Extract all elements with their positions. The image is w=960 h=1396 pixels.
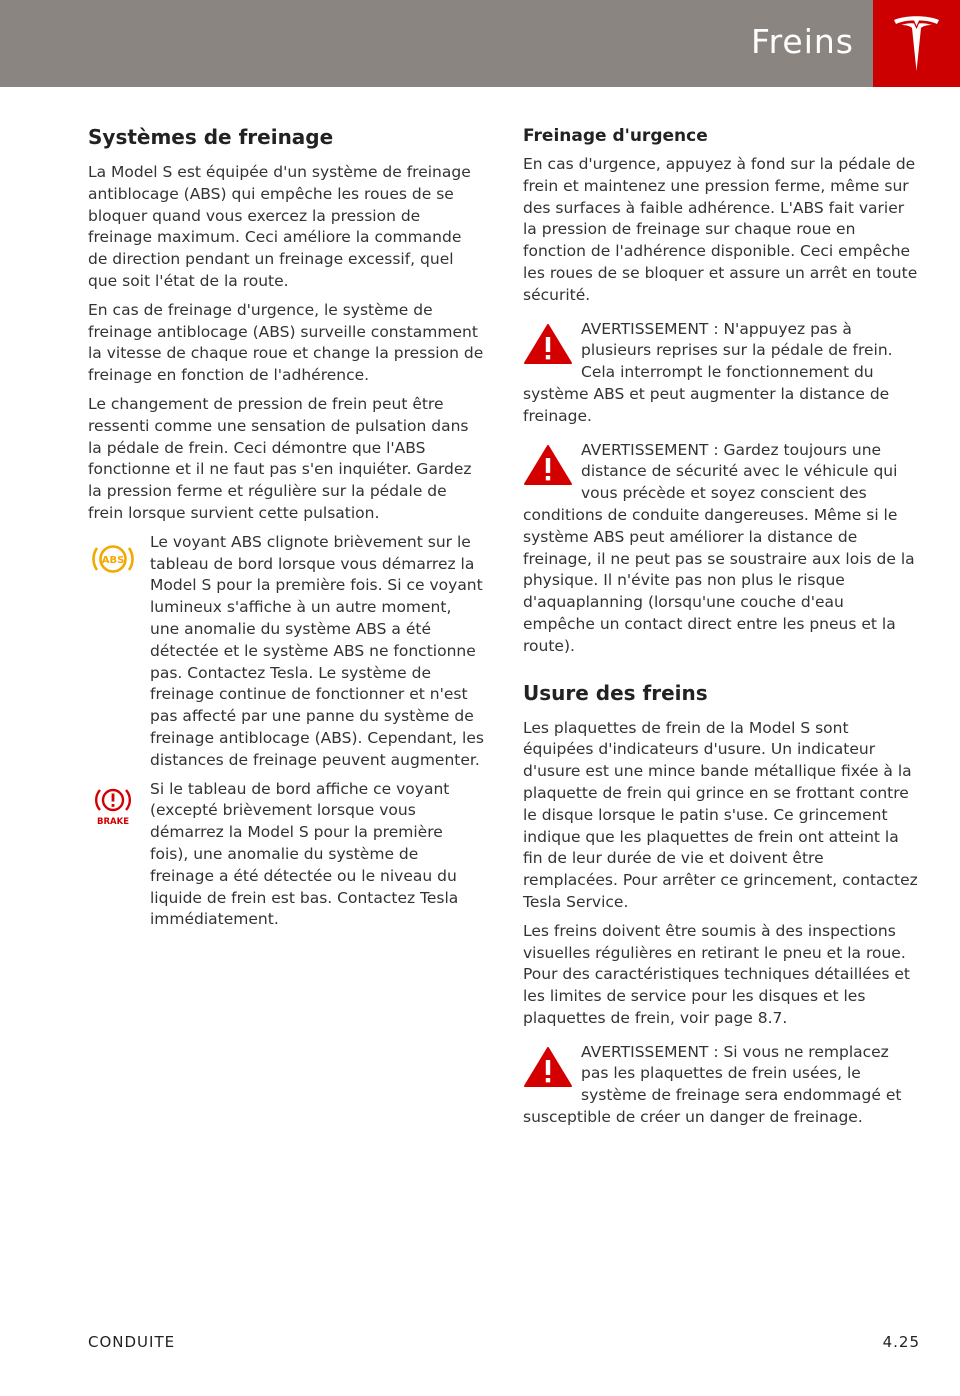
section-heading-braking-systems: Systèmes de freinage [88,125,334,149]
paragraph: Le changement de pression de frein peut être ressenti comme une sensation de pulsation dans la pédale de frein. Ceci démontre que l'ABS fonctionne et il ne faut pas s'en inquiéter. Gardez la pression ferme et régulière sur la pédale de frein lorsque survient cette pulsation. [88,394,472,522]
warning-triangle-icon [523,1046,573,1088]
brake-indicator-note [88,779,484,932]
tesla-logo-icon [893,16,940,72]
footer-page-number: 4.25 [882,1333,920,1351]
brake-note-text: Si le tableau de bord affiche ce voyant (excepté brièvement lorsque vous démarrez la Model S pour la première fois), une anomalie du système de freinage a été détectée ou le niveau du liquide de frein est bas. Contactez Tesla immédiatement. [150,779,459,929]
section-heading-brake-wear: Usure des freins [523,680,708,705]
abs-icon-label: ABS [101,554,125,566]
page-title: Freins [750,22,854,61]
footer-section-label: CONDUITE [88,1333,176,1351]
brake-icon-label: BRAKE [97,816,129,827]
right-column [523,120,919,1136]
paragraph: La Model S est équipée d'un système de freinage antiblocage (ABS) qui empêche les roues de se bloquer quand vous exercez la pression de freinage maximum. Ceci améliore la commande de direction pendant un freinage excessif, quel que soit l'état de la route. [88,163,471,290]
warning-block [523,319,919,428]
abs-warning-light-icon [90,536,136,582]
warning-text: AVERTISSEMENT : Gardez toujours une distance de sécurité avec le véhicule qui vous précède et soyez conscient des conditions de conduite dangereuses. Même si le système ABS peut améliorer la distance de freinage, il ne peut pas se soustraire aux lois de la physique. Il n'évite pas non plus le risque d'aquaplanning (lorsqu'une couche d'eau empêche un contact direct entre les pneus et la route). [523,440,915,655]
abs-indicator-note [88,532,484,772]
paragraph: Les freins doivent être soumis à des inspections visuelles régulières en retirant le pneu et la roue. Pour des caractéristiques techniques détaillées et les limites de service pour les disques et les plaquettes de frein, voir page 8.7. [523,921,910,1027]
paragraph: Les plaquettes de frein de la Model S sont équipées d'indicateurs d'usure. Un indicateur d'usure est une mince bande métallique fixée à la plaquette de frein qui grince en se frottant contre le disque lorsque le patin s'use. Ce grincement indique que les plaquettes de frein ont atteint la fin de leur durée de vie et doivent être remplacées. Pour arrêter ce grincement, contactez Tesla Service. [523,718,918,911]
warning-triangle-icon [523,323,573,365]
warning-block [523,1042,919,1129]
brake-warning-light-icon [90,783,136,829]
paragraph: En cas de freinage d'urgence, le système de freinage antiblocage (ABS) surveille constamment la vitesse de chaque roue et change la pression de freinage en fonction de l'adhérence. [88,300,484,385]
warning-text: AVERTISSEMENT : Si vous ne remplacez pas les plaquettes de frein usées, le système de freinage sera endommagé et susceptible de créer un danger de freinage. [523,1042,902,1127]
section-heading-emergency-braking: Freinage d'urgence [523,126,708,146]
warning-block [523,440,919,658]
tesla-logo [873,0,960,87]
paragraph: En cas d'urgence, appuyez à fond sur la pédale de frein et maintenez une pression ferme, même sur des surfaces à faible adhérence. L'ABS fait varier la pression de freinage sur chaque roue en fonction de l'adhérence disponible. Ceci empêche les roues de se bloquer et assure un arrêt en toute sécurité. [523,155,918,304]
warning-triangle-icon [523,444,573,486]
left-column [88,120,484,938]
warning-text: AVERTISSEMENT : N'appuyez pas à plusieurs reprises sur la pédale de frein. Cela interrompt le fonctionnement du système ABS et peut augmenter la distance de freinage. [523,319,893,425]
page-header [0,0,960,87]
abs-note-text: Le voyant ABS clignote brièvement sur le tableau de bord lorsque vous démarrez la Model S pour la première fois. Si ce voyant lumineux s'affiche à un autre moment, une anomalie du système ABS a été détectée et le système ABS ne fonctionne pas. Contactez Tesla. Le système de freinage continue de fonctionner et n'est pas affecté par une panne du système de freinage antiblocage (ABS). Cependant, les distances de freinage peuvent augmenter. [150,532,484,769]
